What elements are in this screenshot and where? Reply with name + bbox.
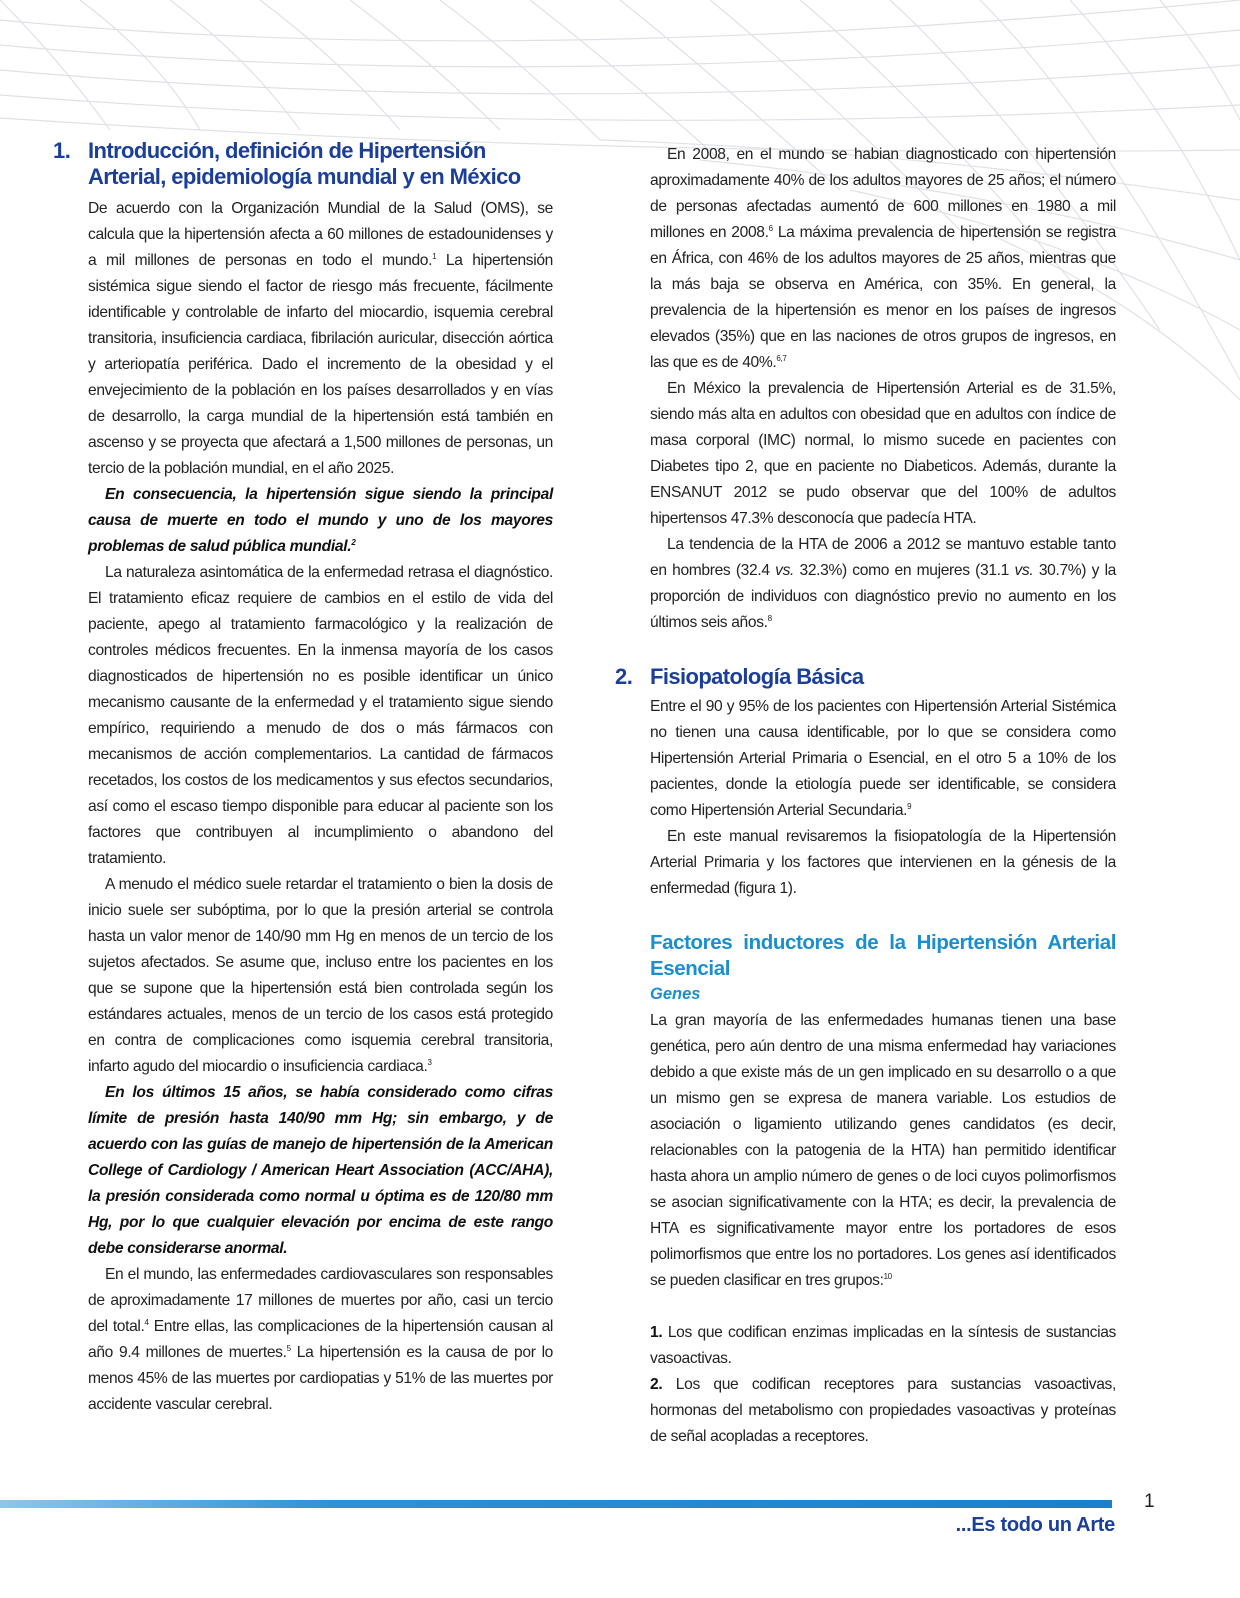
reference-marker: 9	[907, 802, 912, 811]
paragraph-text: Entre el 90 y 95% de los pacientes con Hipertensión Arterial Sistémica no tienen una causa identificable, por lo que se considera como Hipertensión Arterial Primaria o Esencial, en el otro 5 a 10% de los pacientes, donde la etiología puede ser identificable, se considera como Hipertensión Arterial Secundaria.	[650, 698, 1116, 819]
reference-marker: 10	[883, 1272, 892, 1281]
paragraph-text: La hipertensión es la causa de por lo menos 45% de las muertes por cardiopatias y 51% de las muertes por accidente vascular cerebral.	[88, 1344, 553, 1413]
paragraph	[650, 694, 1116, 824]
section-1-number: 1.	[53, 138, 71, 163]
page-number: 1	[1144, 1491, 1155, 1512]
reference-marker: 8	[767, 614, 772, 623]
emphasis-paragraph: En los últimos 15 años, se había considerado como cifras límite de presión hasta 140/90 mm Hg; sin embargo, y de acuerdo con las guías de manejo de hipertensión de la American College of Cardiology / American Heart Association (ACC/AHA), la presión considerada como normal u óptima es de 120/80 mm Hg, por lo que cualquier elevación por encima de este rango debe considerarse anormal.	[88, 1084, 553, 1257]
list-item-number: 1.	[650, 1324, 663, 1341]
paragraph-text: 30.7%) y la proporción de individuos con diagnóstico previo no aumento en los últimos seis años.	[650, 562, 1117, 631]
section-2-heading	[615, 664, 1116, 690]
paragraph-text: Entre ellas, las complicaciones de la hipertensión causan al año 9.4 millones de muertes.	[88, 1318, 554, 1361]
paragraph	[650, 532, 1116, 636]
paragraph-text: A menudo el médico suele retardar el tratamiento o bien la dosis de inicio suele ser subóptima, por lo que la presión arterial se controla hasta un valor menor de 140/90 mm Hg en menos de un tercio de los sujetos afectados. Se asume que, incluso entre los pacientes en los que se supone que la hipertensión está bien controlada según los estándares actuales, menos de un tercio de los casos está protegido en contra de complicaciones como isquemia cerebral transitoria, infarto agudo del miocardio o insuficiencia cardiaca.	[88, 876, 553, 1075]
paragraph-text: En 2008, en el mundo se habian diagnosticado con hipertensión aproximadamente 40% de los adultos mayores de 25 años; el número de personas afectadas aumentó de 600 millones en 1980 a mil millones en 2008.	[650, 146, 1116, 241]
subsection-heading: Factores inductores de la Hipertensión Arterial Esencial	[650, 931, 1116, 980]
subsubsection-heading: Genes	[650, 985, 701, 1003]
reference-marker: 4	[144, 1318, 149, 1327]
section-2-number: 2.	[615, 664, 633, 689]
reference-marker: 6	[768, 224, 773, 233]
paragraph-text: La gran mayoría de las enfermedades humanas tienen una base genética, pero aún dentro de una misma enfermedad hay variaciones debido a que existe más de un gen implicado en su desarrollo o a que un mismo gen se expresa de manera variable. Los estudios de asociación o ligamiento utilizando genes candidatos (es decir, relacionables con la patogenia de la HTA) han permitido identificar hasta ahora un amplio número de genes o de loci cuyos polimorfismos se asocian significativamente con la HTA; es decir, la prevalencia de HTA es significativamente mayor entre los portadores de esos polimorfismos que entre los no portadores. Los genes así identificados se pueden clasificar en tres grupos:	[650, 1012, 1116, 1289]
list-item	[650, 1320, 1116, 1372]
italic-vs: vs.	[775, 562, 795, 579]
section-1-heading	[53, 138, 528, 190]
section-2-title: Fisiopatología Básica	[650, 664, 864, 689]
reference-marker: 2	[351, 538, 356, 547]
reference-marker: 3	[427, 1058, 432, 1067]
list-item	[650, 1372, 1116, 1450]
section-1-title: Introducción, definición de Hipertensión Arterial, epidemiología mundial y en México	[88, 138, 521, 189]
list-item-number: 2.	[650, 1376, 663, 1393]
footer-divider-bar	[0, 1500, 1112, 1508]
paragraph	[650, 1008, 1116, 1294]
numbered-list	[650, 1320, 1116, 1450]
left-column	[53, 138, 554, 1418]
italic-vs: vs.	[1014, 562, 1034, 579]
paragraph	[88, 196, 553, 482]
paragraph-text: La máxima prevalencia de hipertensión se registra en África, con 46% de los adultos mayores de 25 años, mientras que la más baja se observa en América, con 35%. En general, la prevalencia de la hipertensión es menor en los países de ingresos elevados (35%) que en las naciones de otros grupos de ingresos, en las que es de 40%.	[650, 224, 1116, 371]
right-column	[615, 142, 1117, 1450]
reference-marker: 1	[432, 252, 437, 261]
paragraph	[88, 1262, 553, 1418]
paragraph	[650, 142, 1116, 376]
paragraph: En México la prevalencia de Hipertensión Arterial es de 31.5%, siendo más alta en adultos con obesidad que en adultos con índice de masa corporal (IMC) normal, lo mismo sucede en pacientes con Diabetes tipo 2, que en paciente no Diabeticos. Además, durante la ENSANUT 2012 se pudo observar que del 100% de adultos hipertensos 47.3% desconocía que padecía HTA.	[650, 380, 1116, 527]
paragraph-text: De acuerdo con la Organización Mundial de la Salud (OMS), se calcula que la hipertensión afecta a 60 millones de estadounidenses y a mil millones de personas en todo el mundo.	[88, 200, 553, 269]
emphasis-paragraph	[88, 482, 553, 560]
paragraph: En este manual revisaremos la fisiopatología de la Hipertensión Arterial Primaria y los factores que intervienen en la génesis de la enfermedad (figura 1).	[650, 828, 1116, 897]
reference-marker: 6,7	[776, 354, 787, 363]
list-item-text: Los que codifican receptores para sustancias vasoactivas, hormonas del metabolismo con propiedades vasoactivas y proteínas de señal acopladas a receptores.	[650, 1376, 1116, 1445]
paragraph-text: 32.3%) como en mujeres (31.1	[794, 562, 1015, 579]
paragraph-text: La tendencia de la HTA de 2006 a 2012 se mantuvo estable tanto en hombres (32.4	[650, 536, 1116, 579]
paragraph-text: La hipertensión sistémica sigue siendo el factor de riesgo más frecuente, fácilmente identificable y controlable de infarto del miocardio, isquemia cerebral transitoria, insuficiencia cardiaca, fibrilación auricular, disección aórtica y arteriopatía periférica. Dado el incremento de la obesidad y el envejecimiento de la población en los países desarrollados y en vías de desarrollo, la carga mundial de la hipertensión está también en ascenso y se proyecta que afectará a 1,500 millones de personas, un tercio de la población mundial, en el año 2025.	[88, 252, 553, 477]
footer-tagline: ...Es todo un Arte	[955, 1514, 1115, 1536]
list-item-text: Los que codifican enzimas implicadas en la síntesis de sustancias vasoactivas.	[650, 1324, 1116, 1367]
paragraph: La naturaleza asintomática de la enfermedad retrasa el diagnóstico. El tratamiento eficaz requiere de cambios en el estilo de vida del paciente, apego al tratamiento farmacológico y la realización de controles médicos frecuentes. En la inmensa mayoría de los casos diagnosticados de hipertensión no es posible identificar un único mecanismo causante de la enfermedad y el tratamiento sigue siendo empírico, requiriendo a menudo de dos o más fármacos con mecanismos de acción complementarios. La cantidad de fármacos recetados, los costos de los medicamentos y sus efectos secundarios, así como el escaso tiempo disponible para educar al paciente son los factores que contribuyen al incumplimiento o abandono del tratamiento.	[88, 564, 553, 867]
paragraph-text: En consecuencia, la hipertensión sigue siendo la principal causa de muerte en todo el mundo y uno de los mayores problemas de salud pública mundial.	[88, 486, 553, 555]
reference-marker: 5	[286, 1344, 291, 1353]
paragraph	[88, 872, 553, 1080]
paragraph-text: En el mundo, las enfermedades cardiovasculares son responsables de aproximadamente 17 millones de muertes por año, casi un tercio del total.	[88, 1266, 553, 1335]
